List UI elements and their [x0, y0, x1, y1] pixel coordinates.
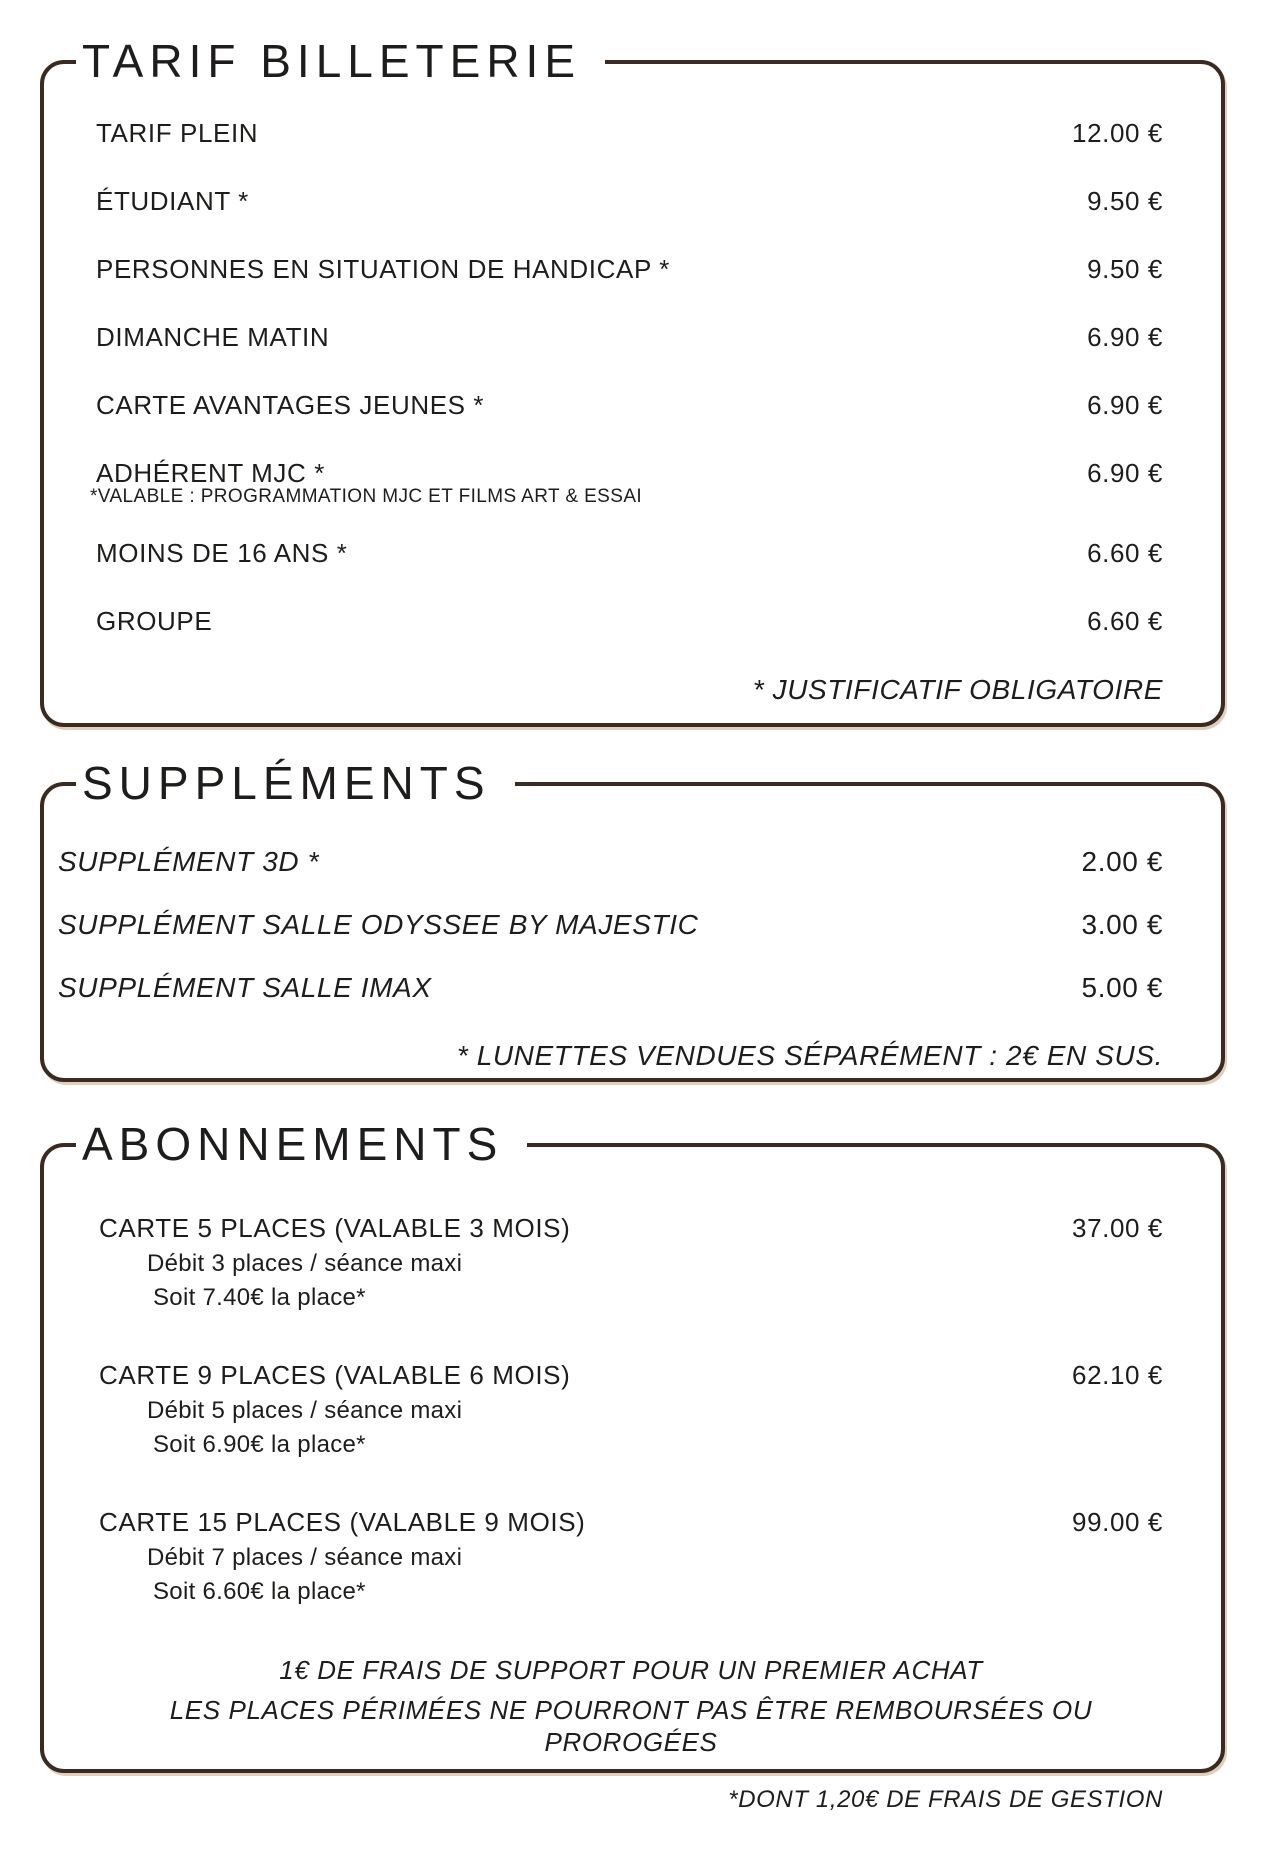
card-details	[99, 1249, 1163, 1313]
row-label: DIMANCHE MATIN	[96, 322, 330, 352]
row-price: 6.90 €	[1087, 458, 1163, 488]
section-tarif-billeterie	[40, 35, 1225, 727]
row-label: MOINS DE 16 ANS *	[96, 538, 348, 568]
price-row	[96, 606, 1163, 636]
card-price: 62.10 €	[1072, 1360, 1163, 1390]
price-row	[96, 390, 1163, 420]
card-label: CARTE 5 PLACES (VALABLE 3 MOIS)	[99, 1213, 571, 1243]
card-detail: Débit 7 places / séance maxi	[147, 1544, 463, 1571]
price-row	[58, 972, 1163, 1004]
price-row	[96, 186, 1163, 216]
card-head	[99, 1507, 1163, 1537]
row-label: SUPPLÉMENT 3D *	[58, 846, 320, 877]
card-head	[99, 1213, 1163, 1243]
price-row	[96, 322, 1163, 352]
card-label: CARTE 9 PLACES (VALABLE 6 MOIS)	[99, 1360, 571, 1390]
row-price: 2.00 €	[1081, 846, 1163, 877]
row-footnote: *VALABLE : PROGRAMMATION MJC ET FILMS ART & ESSAI	[90, 486, 643, 507]
section-title-supplements: SUPPLÉMENTS	[76, 754, 515, 812]
row-price: 6.90 €	[1087, 322, 1163, 352]
card-details	[99, 1396, 1163, 1460]
section-abonnements	[40, 1118, 1225, 1813]
card-details	[99, 1543, 1163, 1607]
subscription-card	[99, 1507, 1163, 1607]
row-label: ÉTUDIANT *	[96, 186, 249, 216]
section-footnote: * JUSTIFICATIF OBLIGATOIRE	[752, 674, 1163, 705]
row-price: 12.00 €	[1072, 118, 1163, 148]
tarif-rows	[44, 90, 1221, 706]
card-detail: Soit 6.90€ la place*	[153, 1431, 366, 1458]
row-label: PERSONNES EN SITUATION DE HANDICAP *	[96, 254, 670, 284]
row-price: 6.60 €	[1087, 606, 1163, 636]
card-price: 99.00 €	[1072, 1507, 1163, 1537]
supplement-rows	[44, 812, 1221, 1072]
subscription-cards	[44, 1173, 1221, 1814]
row-price: 5.00 €	[1081, 972, 1163, 1003]
price-row	[58, 909, 1163, 941]
card-detail: Débit 5 places / séance maxi	[147, 1397, 463, 1424]
section-supplements	[40, 757, 1225, 1082]
card-head	[99, 1360, 1163, 1390]
subscription-card	[99, 1360, 1163, 1460]
card-detail: Débit 3 places / séance maxi	[147, 1250, 463, 1277]
section-footnote: *DONT 1,20€ DE FRAIS DE GESTION	[728, 1786, 1163, 1813]
row-price: 6.90 €	[1087, 390, 1163, 420]
subscription-note: 1€ DE FRAIS DE SUPPORT POUR UN PREMIER ACHAT	[279, 1655, 983, 1685]
row-price: 6.60 €	[1087, 538, 1163, 568]
row-label: ADHÉRENT MJC *	[96, 458, 325, 488]
row-label: SUPPLÉMENT SALLE IMAX	[58, 972, 432, 1003]
row-label: TARIF PLEIN	[96, 118, 259, 148]
price-row	[96, 254, 1163, 284]
row-label: GROUPE	[96, 606, 213, 636]
section-title-tarif-billeterie: TARIF BILLETERIE	[76, 32, 605, 90]
price-row	[58, 846, 1163, 878]
card-detail: Soit 7.40€ la place*	[153, 1284, 366, 1311]
card-detail: Soit 6.60€ la place*	[153, 1578, 366, 1605]
card-label: CARTE 15 PLACES (VALABLE 9 MOIS)	[99, 1507, 586, 1537]
row-price: 9.50 €	[1087, 254, 1163, 284]
subscription-card	[99, 1213, 1163, 1313]
subscription-note: LES PLACES PÉRIMÉES NE POURRONT PAS ÊTRE REMBOURSÉES OU PROROGÉES	[169, 1695, 1093, 1757]
row-label: SUPPLÉMENT SALLE ODYSSEE BY MAJESTIC	[58, 909, 699, 940]
section-title-abonnements: ABONNEMENTS	[76, 1115, 527, 1173]
price-row	[96, 118, 1163, 148]
section-footnote: * LUNETTES VENDUES SÉPARÉMENT : 2€ EN SUS.	[456, 1040, 1163, 1071]
card-price: 37.00 €	[1072, 1213, 1163, 1243]
row-label: CARTE AVANTAGES JEUNES *	[96, 390, 485, 420]
price-row	[96, 458, 1163, 488]
row-price: 9.50 €	[1087, 186, 1163, 216]
price-row	[96, 538, 1163, 568]
row-price: 3.00 €	[1081, 909, 1163, 940]
